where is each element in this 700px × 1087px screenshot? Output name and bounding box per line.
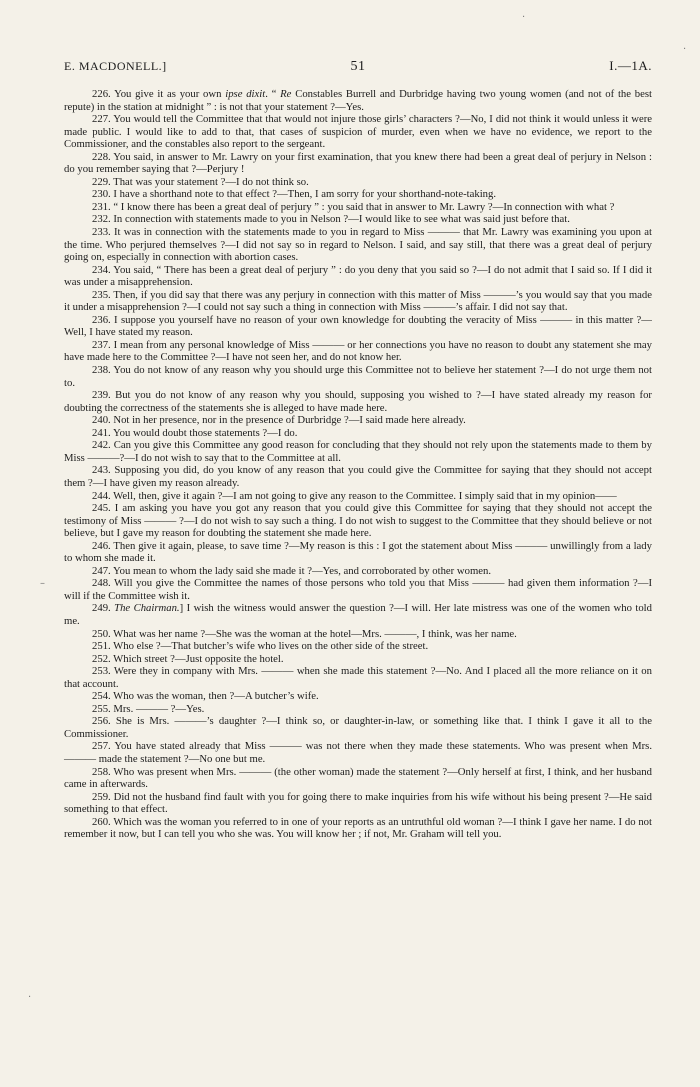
qa-paragraph: 230. I have a shorthand note to that effect ?—Then, I am sorry for your shorthand-note-taking.	[92, 188, 497, 201]
qa-paragraph: 238. You do not know of any reason why you should urge this Committee not to believe her statement ?—I do not urge them not to.	[64, 364, 652, 389]
qa-paragraph: 258. Who was present when Mrs. ——— (the other woman) made the statement ?—Only herself at first, I think, and her husband came in afterwards.	[64, 765, 652, 791]
qa-paragraph: 247. You mean to whom the lady said she made it ?—Yes, and corroborated by other women.	[92, 564, 492, 577]
qa-paragraph: 232. In connection with statements made to you in Nelson ?—I would like to see what was said just before that.	[92, 213, 570, 226]
qa-paragraph: 249. The Chairman.] I wish the witness would answer the question ?—I will. Her late mistress was one of the women who told me.	[64, 602, 652, 627]
qa-paragraph: 245. I am asking you have you got any reason that you could give this Committee for saying that they should not accept the testimony of Miss ——— ?—I do not wish to say such a thing. I do not wish to suggest to the Committee that they should believe or not believe, but I gave my reason for doubting the statement she made here.	[64, 502, 652, 540]
qa-paragraph: 256. She is Mrs. ———’s daughter ?—I think so, or daughter-in-law, or something like that. I think I gave it all to the Commissioner.	[64, 715, 652, 740]
qa-paragraph: 231. “ I know there has been a great deal of perjury ” : you said that in answer to Mr. Lawry ?—In connection with what ?	[92, 200, 615, 213]
page-number: 51	[350, 59, 366, 74]
qa-paragraph: 236. I suppose you yourself have no reason of your own knowledge for doubting the veracity of Miss ——— in this matter ?—Well, I have stated my reason.	[64, 313, 652, 339]
header-author: E. MACDONELL.]	[64, 59, 167, 73]
qa-paragraph: 257. You have stated already that Miss ——— was not there when they made these statements. Who was present when Mrs. ——— made the statement ?—No one but me.	[64, 740, 652, 765]
qa-paragraph: 248. Will you give the Committee the names of those persons who told you that Miss ——— had given them information ?—I will if the Committee wish it.	[64, 577, 652, 602]
qa-paragraph: 252. Which street ?—Just opposite the hotel.	[92, 652, 284, 665]
qa-paragraph: 244. Well, then, give it again ?—I am not going to give any reason to the Committee. I simply said that in my opinion——	[92, 489, 617, 502]
qa-paragraph: 226. You give it as your own ipse dixit. “ Re Constables Burrell and Durbridge having two young women (and not of the best repute) in the station at midnight ” : is not that your statement ?—Yes.	[64, 88, 653, 113]
qa-paragraph: 239. But you do not know of any reason why you should, supposing you wished to ?—I have stated already my reason for doubting the correctness of the statements she is alleged to have made here.	[64, 389, 652, 414]
qa-paragraph: 246. Then give it again, please, to save time ?—My reason is this : I got the statement about Miss ——— unwillingly from a lady to whom she made it.	[64, 539, 652, 565]
qa-paragraph: 234. You said, “ There has been a great deal of perjury ” : do you deny that you said so ?—I do not admit that I said so. If I did it was under a misapprehension.	[64, 263, 652, 289]
qa-paragraph: 229. That was your statement ?—I do not think so.	[92, 175, 309, 188]
qa-paragraph: 259. Did not the husband find fault with you for going there to make inquiries from his wife without his being present ?—He said something to that effect.	[64, 790, 652, 816]
qa-paragraph: 255. Mrs. ——— ?—Yes.	[92, 702, 205, 715]
qa-paragraph: 235. Then, if you did say that there was any perjury in connection with this matter of Miss ———’s you would say that you made it under a misapprehension ?—I could not say such a thing in connection with Miss ———’s affair. I did not say that.	[64, 288, 652, 314]
qa-paragraph: 240. Not in her presence, nor in the presence of Durbridge ?—I said made here already.	[92, 414, 466, 427]
page-header	[64, 58, 652, 75]
qa-paragraph: 237. I mean from any personal knowledge of Miss ——— or her connections you have no reason to doubt any statement she may have made here to the Committee ?—I have not seen her, and do not know her.	[64, 338, 652, 364]
paper-reference: I.—1A.	[609, 58, 652, 73]
document-body	[64, 88, 652, 841]
qa-paragraph: 260. Which was the woman you referred to in one of your reports as an untruthful old woman ?—I think I gave her name. I do not remember it now, but I can tell you who she was. You will know her ; if not, Mr. Graham will tell you.	[64, 815, 652, 841]
qa-paragraph: 251. Who else ?—That butcher’s wife who lives on the other side of the street.	[92, 640, 429, 653]
qa-paragraph: 242. Can you give this Committee any good reason for concluding that they should not rely upon the statements made to them by Miss ———?—I do not wish to say that to the Committee at all.	[64, 439, 652, 464]
qa-paragraph: 243. Supposing you did, do you know of any reason that you could give the Committee for saying that they should not accept them ?—I have given my reason already.	[64, 464, 652, 489]
margin-mark: –	[40, 578, 45, 589]
qa-paragraph: 228. You said, in answer to Mr. Lawry on your first examination, that you knew there had been a great deal of perjury in Nelson : do you remember saying that ?—Perjury !	[64, 150, 652, 176]
qa-paragraph: 233. It was in connection with the statements made to you in regard to Miss ——— that Mr. Lawry was examining you upon at the time. Who perjured themselves ?—I did not say so in regard to Nelson. I said, and say still, that there was a great deal of perjury going on, especially in connection with abortion cases.	[64, 226, 652, 264]
qa-paragraph: 227. You would tell the Committee that that would not injure those girls’ characters ?—No, I did not think it would unless it were made public. I would like to add to that, that cases of suspicion of murder, even when we have no evidence, we report to the Commissioner, and the constables also report to the sergeant.	[64, 113, 652, 151]
qa-paragraph: 254. Who was the woman, then ?—A butcher’s wife.	[92, 690, 319, 703]
margin-mark: ·	[683, 44, 687, 55]
margin-mark: ·	[28, 992, 32, 1003]
qa-paragraph: 241. You would doubt those statements ?—I do.	[92, 426, 298, 439]
document-page	[64, 58, 652, 841]
margin-mark: ·	[522, 12, 526, 23]
qa-paragraph: 250. What was her name ?—She was the woman at the hotel—Mrs. ———, I think, was her name.	[92, 627, 517, 640]
qa-paragraph: 253. Were they in company with Mrs. ——— when she made this statement ?—No. And I placed all the more reliance on it on that account.	[64, 665, 652, 690]
